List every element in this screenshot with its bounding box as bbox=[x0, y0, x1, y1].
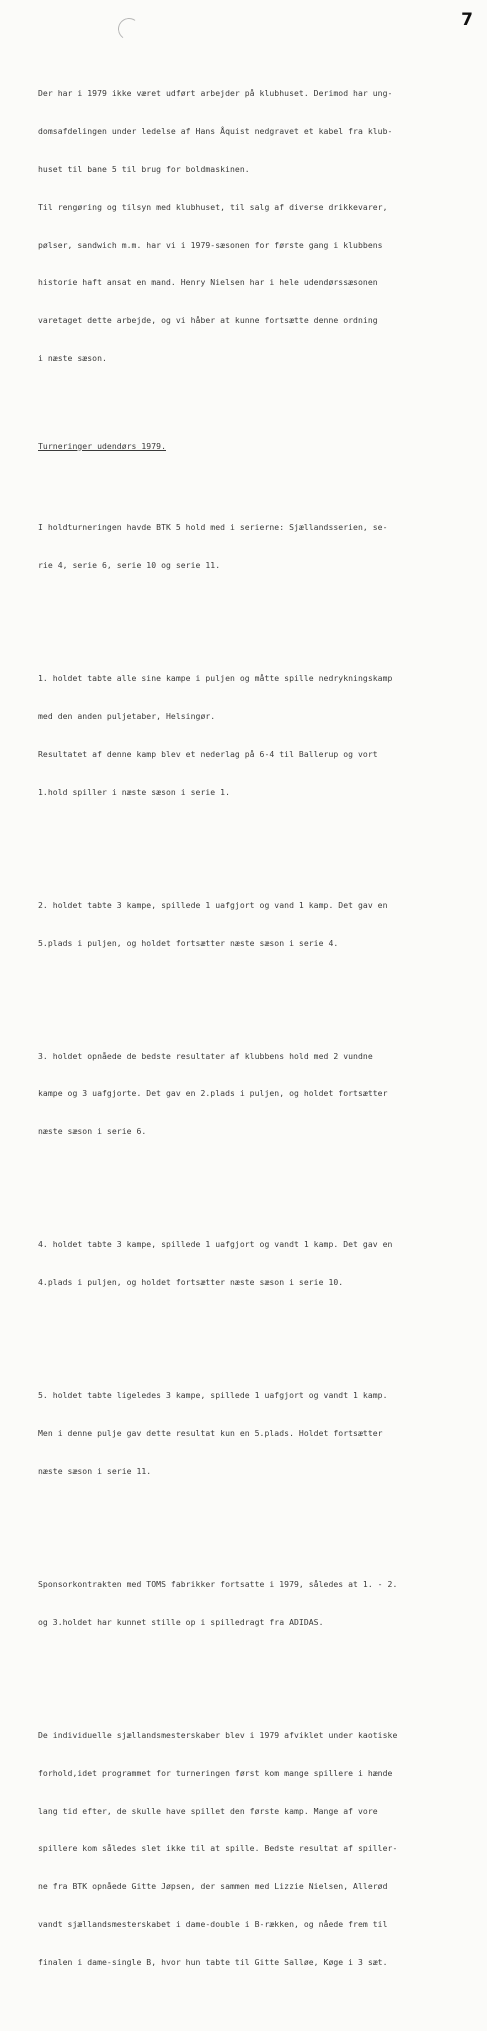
text-line: rie 4, serie 6, serie 10 og serie 11. bbox=[38, 560, 221, 571]
text-line: Men i denne pulje gav dette resultat kun en 5.plads. Holdet fortsætter bbox=[38, 1428, 383, 1439]
text-line: domsafdelingen under ledelse af Hans Åquist nedgravet et kabel fra klub- bbox=[38, 126, 393, 137]
text-line: næste sæson i serie 6. bbox=[38, 1126, 147, 1137]
text-line: 3. holdet opnåede de bedste resultater af klubbens hold med 2 vundne bbox=[38, 1050, 373, 1061]
text-line: Til rengøring og tilsyn med klubhuset, til salg af diverse drikkevarer, bbox=[38, 201, 388, 212]
text-line: spillere kom således slet ikke til at spille. Bedste resultat af spiller- bbox=[38, 1843, 398, 1854]
text-line: 4. holdet tabte 3 kampe, spillede 1 uafgjort og vandt 1 kamp. Det gav en bbox=[38, 1239, 393, 1250]
text-line: ne fra BTK opnåede Gitte Jøpsen, der sammen med Lizzie Nielsen, Allerød bbox=[38, 1881, 388, 1892]
text-line: med den anden puljetaber, Helsingør. bbox=[38, 711, 216, 722]
paragraph-hold-2 bbox=[38, 874, 478, 975]
paragraph-hold-5 bbox=[38, 1364, 478, 1503]
text-line: lang tid efter, de skulle have spillet den første kamp. Mange af vore bbox=[38, 1805, 378, 1816]
text-line: pølser, sandwich m.m. har vi i 1979-sæsonen for første gang i klubbens bbox=[38, 239, 383, 250]
text-line: Resultatet af denne kamp blev et nederlag på 6-4 til Ballerup og vort bbox=[38, 748, 378, 759]
text-line: vandt sjællandsmesterskabet i dame-double i B-rækken, og nåede frem til bbox=[38, 1918, 388, 1929]
text-line: 4.plads i puljen, og holdet fortsætter næste sæson i serie 10. bbox=[38, 1277, 344, 1288]
paragraph-klubhus bbox=[38, 62, 478, 389]
text-line: finalen i dame-single B, hvor hun tabte til Gitte Salløe, Køge i 3 sæt. bbox=[38, 1956, 388, 1967]
paragraph-hold-1 bbox=[38, 647, 478, 823]
paragraph-hold-3 bbox=[38, 1025, 478, 1164]
text-line: huset til bane 5 til brug for boldmaskinen. bbox=[38, 163, 250, 174]
text-line: varetaget dette arbejde, og vi håber at kunne fortsætte denne ordning bbox=[38, 315, 378, 326]
text-line: Sponsorkontrakten med TOMS fabrikker fortsatte i 1979, således at 1. - 2. bbox=[38, 1579, 398, 1590]
paragraph-sjaellandsmesterskaber bbox=[38, 1704, 478, 1994]
text-line: 5. holdet tabte ligeledes 3 kampe, spillede 1 uafgjort og vandt 1 kamp. bbox=[38, 1390, 388, 1401]
text-line: 1. holdet tabte alle sine kampe i puljen og måtte spille nedrykningskamp bbox=[38, 673, 393, 684]
text-line: og 3.holdet har kunnet stille op i spilledragt fra ADIDAS. bbox=[38, 1616, 324, 1627]
text-line: I holdturneringen havde BTK 5 hold med i serierne: Sjællandsserien, se- bbox=[38, 522, 388, 533]
page-number: 7 bbox=[461, 10, 473, 30]
text-line: forhold,idet programmet for turneringen først kom mange spillere i hænde bbox=[38, 1767, 393, 1778]
paragraph-sponsor bbox=[38, 1553, 478, 1654]
text-line: 1.hold spiller i næste sæson i serie 1. bbox=[38, 786, 230, 797]
text-line: kampe og 3 uafgjorte. Det gav en 2.plads i puljen, og holdet fortsætter bbox=[38, 1088, 388, 1099]
document-body bbox=[38, 37, 478, 2031]
text-line: De individuelle sjællandsmesterskaber blev i 1979 afviklet under kaotiske bbox=[38, 1729, 398, 1740]
text-line: historie haft ansat en mand. Henry Nielsen har i hele udendørssæsonen bbox=[38, 277, 378, 288]
paragraph-holdturnering bbox=[38, 496, 478, 597]
text-line: Der har i 1979 ikke været udført arbejder på klubhuset. Derimod har ung- bbox=[38, 88, 393, 99]
text-line: 5.plads i puljen, og holdet fortsætter næste sæson i serie 4. bbox=[38, 937, 339, 948]
section-heading: Turneringer udendørs 1979. bbox=[38, 440, 166, 451]
text-line: i næste sæson. bbox=[38, 352, 107, 363]
text-line: 2. holdet tabte 3 kampe, spillede 1 uafgjort og vand 1 kamp. Det gav en bbox=[38, 899, 388, 910]
text-line: næste sæson i serie 11. bbox=[38, 1465, 152, 1476]
paragraph-hold-4 bbox=[38, 1213, 478, 1314]
